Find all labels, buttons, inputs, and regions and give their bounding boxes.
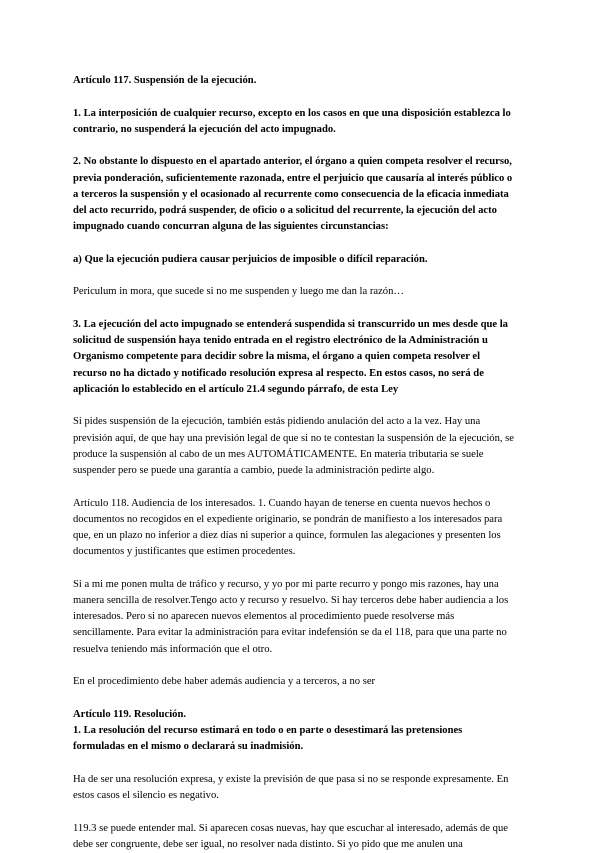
article-119-paragraph-1: 1. La resolución del recurso estimará en todo o en parte o desestimará las pretensiones formuladas en el mismo o declarará su inadmisión. — [73, 725, 463, 753]
article-117-paragraph-1: 1. La interposición de cualquier recurso, excepto en los casos en que una disposición establezca lo contrario, no suspenderá la ejecución del acto impugnado. — [73, 107, 511, 135]
note-119-3: 119.3 se puede entender mal. Si aparecen cosas nuevas, hay que escuchar al interesado, además de que debe ser congruente, debe ser igual, no resolver nada distinto. Si yo pido que me anulen una — [73, 822, 508, 850]
note-suspension: Si pides suspensión de la ejecución, también estás pidiendo anulación del acto a la vez. Hay una previsión aquí, de que hay una previsión legal de que si no te contestan la suspensión de la ejecución, se produce la suspensión al cabo de un mes AUTOMÁTICAMENTE. En materia tributaria se suele suspender pero se puede una garantía a cambio, puede la administración pedirte algo. — [73, 416, 514, 476]
article-117-clause-a: a) Que la ejecución pudiera causar perjuicios de imposible o difícil reparación. — [73, 253, 428, 265]
note-resolucion-expresa: Ha de ser una resolución expresa, y existe la previsión de que pasa si no se responde expresamente. En estos casos el silencio es negativo. — [73, 773, 509, 801]
article-117-paragraph-3: 3. La ejecución del acto impugnado se entenderá suspendida si transcurrido un mes desde que la solicitud de suspensión haya tenido entrada en el registro electrónico de la Administración u Organismo competente para decidir sobre la misma, el órgano a quien competa resolver el recurso no ha dictado y notificado resolución expresa al respecto. En estos casos, no será de aplicación lo establecido en el artículo 21.4 segundo párrafo, de esta Ley — [73, 318, 508, 395]
note-audiencia: Si a mi me ponen multa de tráfico y recurso, y yo por mi parte recurro y pongo mis razones, hay una manera sencilla de resolver.Tengo acto y recurso y resuelvo. Si hay terceros debe haber audiencia a los interesados. Pero si no aparecen nuevos elementos al procedimiento puede resolverse más sencillamente. Para evitar la administración para evitar indefensión se da el 118, para que una parte no resuelva teniendo más información que el otro. — [73, 578, 509, 655]
note-periculum-in-mora: Periculum in mora, que sucede si no me suspenden y luego me dan la razón… — [73, 286, 404, 298]
article-117-paragraph-2: 2. No obstante lo dispuesto en el apartado anterior, el órgano a quien competa resolver el recurso, previa ponderación, suficientemente razonada, entre el perjuicio que causaría al interés público o a terceros la suspensión y el ocasionado al recurrente como consecuencia de la eficacia inmediata del acto recurrido, podrá suspender, de oficio o a solicitud del recurrente, la ejecución del acto impugnado cuando concurran alguna de las siguientes circunstancias: — [73, 156, 513, 233]
article-117-heading: Artículo 117. Suspensión de la ejecución. — [73, 75, 257, 86]
article-119-heading: Artículo 119. Resolución. — [73, 708, 186, 720]
note-procedimiento: En el procedimiento debe haber además audiencia y a terceros, a no ser — [73, 676, 376, 688]
article-118-text: Artículo 118. Audiencia de los interesados. 1. Cuando hayan de tenerse en cuenta nuevos hechos o documentos no recogidos en el expediente originario, se pondrán de manifiesto a los interesados para que, en un plazo no inferior a diez días ni superior a quince, formulen las alegaciones y presenten los documentos y justificantes que estimen procedentes. — [73, 497, 503, 558]
